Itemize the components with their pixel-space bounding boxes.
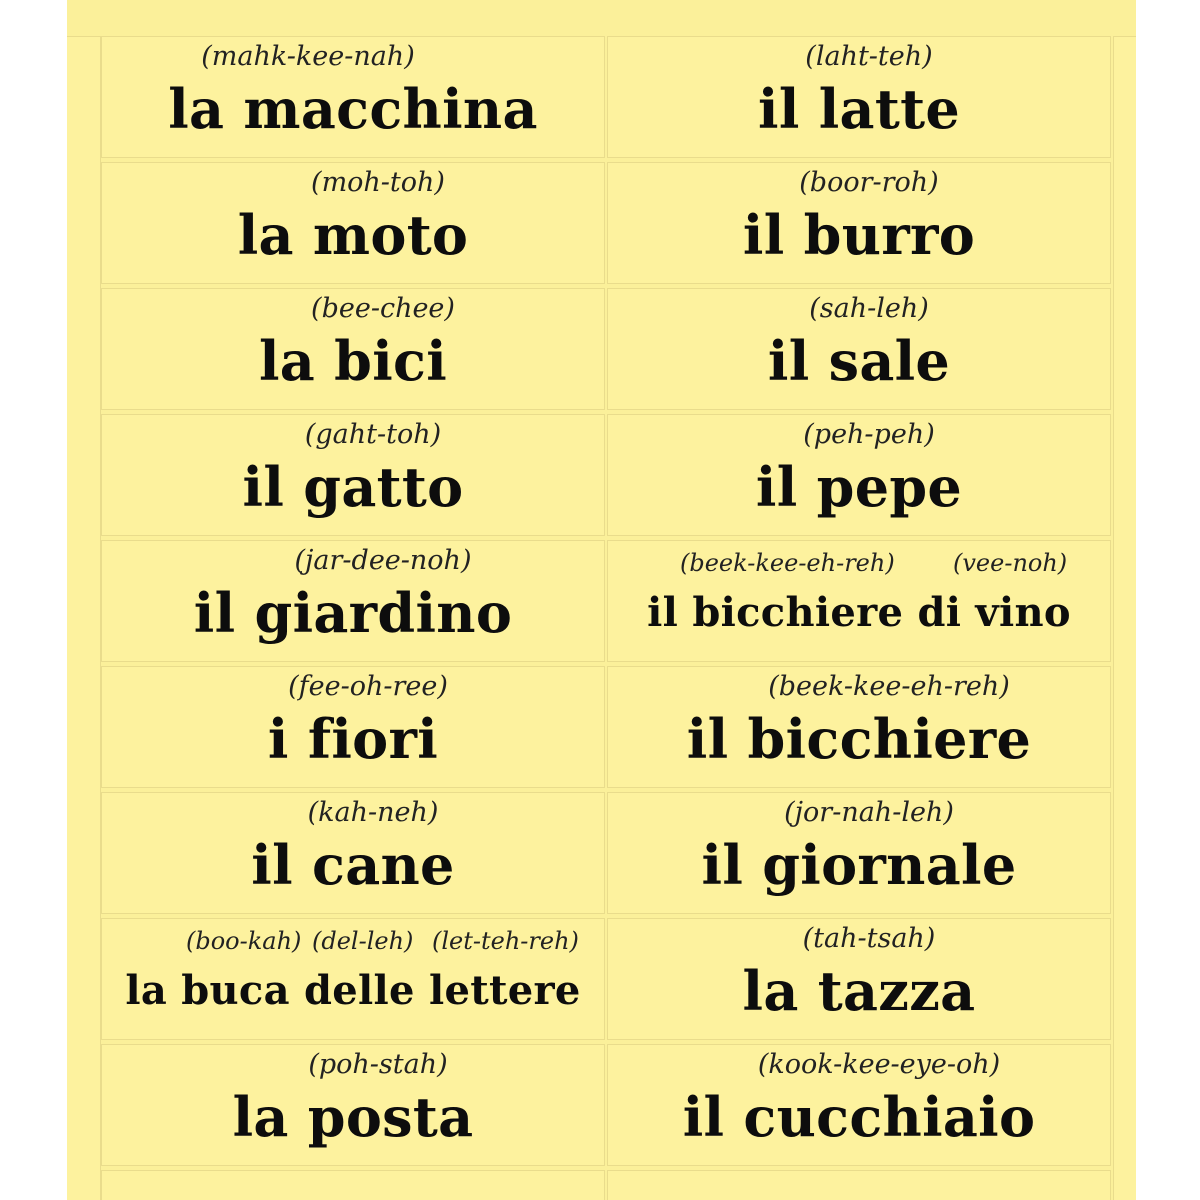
pronunciation — [142, 797, 604, 828]
pronunciation — [132, 671, 604, 702]
italian-word: il bicchiere — [686, 707, 1032, 771]
italian-word: il cane — [251, 833, 455, 897]
pronunciation — [162, 545, 604, 576]
edge-strip — [67, 36, 101, 1200]
pronunciation — [152, 167, 604, 198]
pronunciation-text: (jor-nah-leh) — [784, 797, 954, 828]
pronunciation — [628, 41, 1110, 72]
italian-word: il sale — [767, 329, 951, 393]
pronunciation — [628, 293, 1110, 324]
pronunciation — [67, 41, 604, 72]
pronunciation — [152, 1049, 604, 1080]
label-card[interactable] — [101, 414, 605, 536]
label-card[interactable] — [607, 918, 1111, 1040]
italian-word: la tazza — [742, 959, 976, 1023]
italian-word: il latte — [758, 77, 960, 141]
pronunciation-text: (laht-teh) — [805, 41, 933, 72]
pronunciation — [628, 797, 1110, 828]
pronunciation-text: (boor-roh) — [799, 167, 939, 198]
pronunciation-text: (bee-chee) — [311, 293, 455, 324]
label-card[interactable] — [607, 414, 1111, 536]
pronunciation — [162, 293, 604, 324]
pronunciation-text: (fee-oh-ree) — [288, 671, 448, 702]
pronunciation — [142, 419, 604, 450]
label-card[interactable] — [101, 288, 605, 410]
pronunciation — [628, 923, 1110, 954]
pronunciation-text: (vee-noh) — [953, 549, 1068, 577]
pronunciation-text: (del-leh) — [312, 927, 414, 955]
italian-word: il cucchiaio — [682, 1085, 1036, 1149]
italian-word: il bicchiere di vino — [647, 589, 1071, 636]
pronunciation-text: (peh-peh) — [803, 419, 935, 450]
pronunciation-text: (mahk-kee-nah) — [201, 41, 415, 72]
label-card[interactable] — [607, 540, 1111, 662]
label-card[interactable] — [101, 918, 605, 1040]
label-card[interactable] — [101, 792, 605, 914]
pronunciation-text: (beek-kee-eh-reh) — [680, 549, 895, 577]
label-card[interactable] — [101, 540, 605, 662]
pronunciation — [628, 167, 1110, 198]
pronunciation-text: (poh-stah) — [308, 1049, 448, 1080]
pronunciation-text: (jar-dee-noh) — [294, 545, 472, 576]
italian-word: i fiori — [267, 707, 439, 771]
label-card[interactable] — [101, 666, 605, 788]
italian-word: il giardino — [193, 581, 513, 645]
label-card[interactable] — [607, 288, 1111, 410]
label-card[interactable] — [101, 162, 605, 284]
pronunciation — [668, 671, 1110, 702]
italian-word: la posta — [232, 1085, 474, 1149]
italian-word: la moto — [237, 203, 469, 267]
label-card[interactable] — [101, 1044, 605, 1166]
label-card[interactable] — [607, 1044, 1111, 1166]
label-card[interactable] — [607, 162, 1111, 284]
pronunciation-text: (moh-toh) — [311, 167, 445, 198]
pronunciation — [648, 1049, 1110, 1080]
italian-word: il giornale — [701, 833, 1017, 897]
italian-word: il burro — [742, 203, 976, 267]
pronunciation-text: (sah-leh) — [809, 293, 929, 324]
label-card[interactable] — [607, 36, 1111, 158]
label-card[interactable] — [607, 666, 1111, 788]
edge-strip — [1113, 36, 1136, 1200]
label-sheet — [67, 0, 1136, 1200]
label-card — [607, 1170, 1111, 1200]
pronunciation-text: (let-teh-reh) — [432, 927, 579, 955]
italian-word: la macchina — [168, 77, 538, 141]
pronunciation-text: (tah-tsah) — [802, 923, 936, 954]
italian-word: il gatto — [242, 455, 464, 519]
label-card — [101, 1170, 605, 1200]
label-card[interactable] — [101, 36, 605, 158]
pronunciation-text: (beek-kee-eh-reh) — [768, 671, 1010, 702]
label-card[interactable] — [607, 792, 1111, 914]
pronunciation-text: (gaht-toh) — [304, 419, 442, 450]
pronunciation-text: (kah-neh) — [307, 797, 439, 828]
pronunciation — [628, 419, 1110, 450]
italian-word: la bici — [258, 329, 448, 393]
pronunciation-text: (kook-kee-eye-oh) — [757, 1049, 1001, 1080]
italian-word: la buca delle lettere — [125, 967, 581, 1014]
italian-word: il pepe — [755, 455, 963, 519]
pronunciation-text: (boo-kah) — [186, 927, 302, 955]
